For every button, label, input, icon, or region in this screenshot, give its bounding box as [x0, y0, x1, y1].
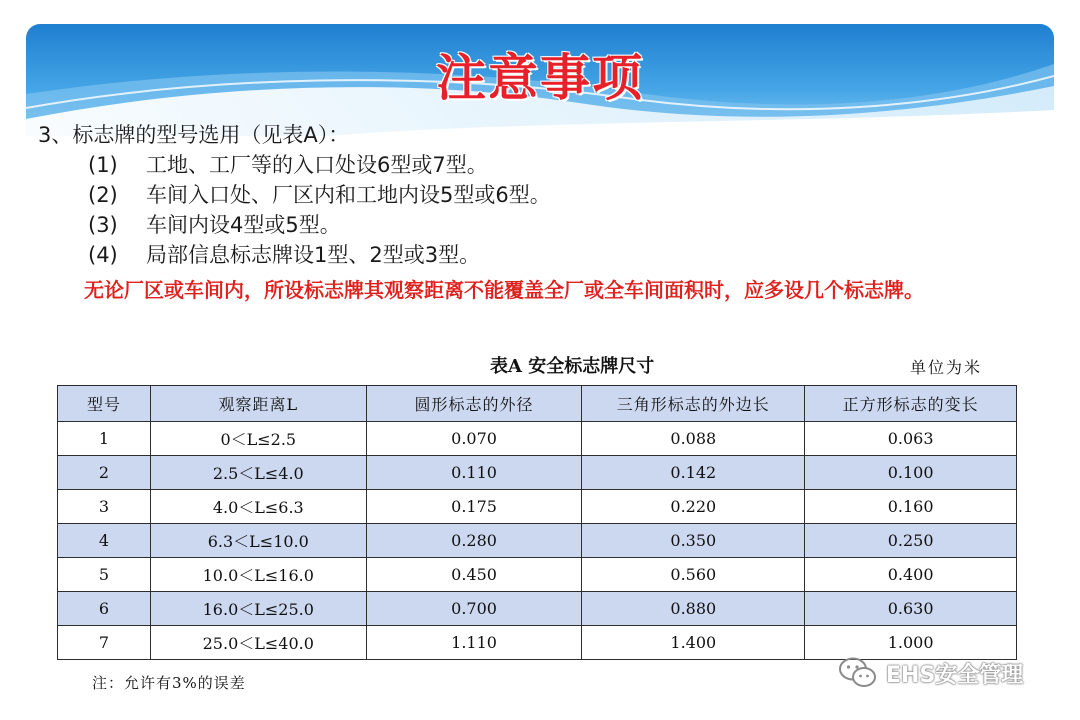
table-cell: 0.450: [366, 558, 582, 592]
watermark: [838, 656, 1023, 690]
table-cell: 0.400: [805, 558, 1017, 592]
table-cell: 1: [58, 422, 151, 456]
column-header: 型号: [58, 386, 151, 422]
list-item-number: (3): [88, 213, 118, 237]
table-cell: 0.160: [805, 490, 1017, 524]
list-item: [38, 150, 1048, 180]
table-cell: 1.400: [582, 626, 805, 660]
table-cell: 0.088: [582, 422, 805, 456]
table-cell: 16.0＜L≤25.0: [150, 592, 366, 626]
table-cell: 6: [58, 592, 151, 626]
table-cell: 0.250: [805, 524, 1017, 558]
table-cell: 4: [58, 524, 151, 558]
table-row: [58, 456, 1017, 490]
sign-size-table: [57, 385, 1017, 660]
table-cell: 0.100: [805, 456, 1017, 490]
wechat-icon: [838, 656, 878, 690]
table-cell: 3: [58, 490, 151, 524]
table-footnote: 注：允许有3%的误差: [92, 674, 246, 692]
list-item: [38, 180, 1048, 210]
list-item-text: 车间入口处、厂区内和工地内设5型或6型。: [146, 183, 551, 207]
list-item-text: 局部信息标志牌设1型、2型或3型。: [146, 243, 481, 267]
table-cell: 0.220: [582, 490, 805, 524]
table-cell: 2: [58, 456, 151, 490]
table-cell: 0.280: [366, 524, 582, 558]
column-header: 正方形标志的变长: [805, 386, 1017, 422]
table-cell: 2.5＜L≤4.0: [150, 456, 366, 490]
table-unit-label: 单位为米: [910, 358, 983, 377]
table-cell: 0.175: [366, 490, 582, 524]
table-cell: 25.0＜L≤40.0: [150, 626, 366, 660]
table-cell: 5: [58, 558, 151, 592]
notes-section: [38, 120, 1048, 306]
list-item: [38, 210, 1048, 240]
list-item-text: 车间内设4型或5型。: [146, 213, 341, 237]
table-caption: 表A 安全标志牌尺寸: [490, 356, 655, 377]
table-cell: 1.110: [366, 626, 582, 660]
list-item-number: (2): [88, 183, 118, 207]
table-cell: 0＜L≤2.5: [150, 422, 366, 456]
column-header: 圆形标志的外径: [366, 386, 582, 422]
warning-text: 无论厂区或车间内，所设标志牌其观察距离不能覆盖全厂或全车间面积时，应多设几个标志牌。: [84, 278, 924, 302]
table-cell: 0.070: [366, 422, 582, 456]
table-cell: 0.630: [805, 592, 1017, 626]
table-row: [58, 422, 1017, 456]
table-cell: 0.560: [582, 558, 805, 592]
table-cell: 0.142: [582, 456, 805, 490]
table-row: [58, 524, 1017, 558]
table-cell: 0.110: [366, 456, 582, 490]
table-cell: 1.000: [805, 626, 1017, 660]
notes-heading: 3、标志牌的型号选用（见表A）：: [38, 123, 350, 147]
table-cell: 6.3＜L≤10.0: [150, 524, 366, 558]
page-title: 注意事项: [436, 49, 644, 107]
table-cell: 0.880: [582, 592, 805, 626]
table-row: [58, 592, 1017, 626]
list-item-number: (1): [88, 153, 118, 177]
table-cell: 0.700: [366, 592, 582, 626]
table-cell: 4.0＜L≤6.3: [150, 490, 366, 524]
list-item-number: (4): [88, 243, 118, 267]
column-header: 观察距离L: [150, 386, 366, 422]
table-cell: 10.0＜L≤16.0: [150, 558, 366, 592]
watermark-text: EHS安全管理: [886, 662, 1024, 688]
table-cell: 7: [58, 626, 151, 660]
table-cell: 0.350: [582, 524, 805, 558]
table-cell: 0.063: [805, 422, 1017, 456]
table-row: [58, 558, 1017, 592]
list-item-text: 工地、工厂等的入口处设6型或7型。: [146, 153, 488, 177]
table-row: [58, 626, 1017, 660]
table-row: [58, 490, 1017, 524]
column-header: 三角形标志的外边长: [582, 386, 805, 422]
table-header-row: [58, 386, 1017, 422]
list-item: [38, 240, 1048, 270]
